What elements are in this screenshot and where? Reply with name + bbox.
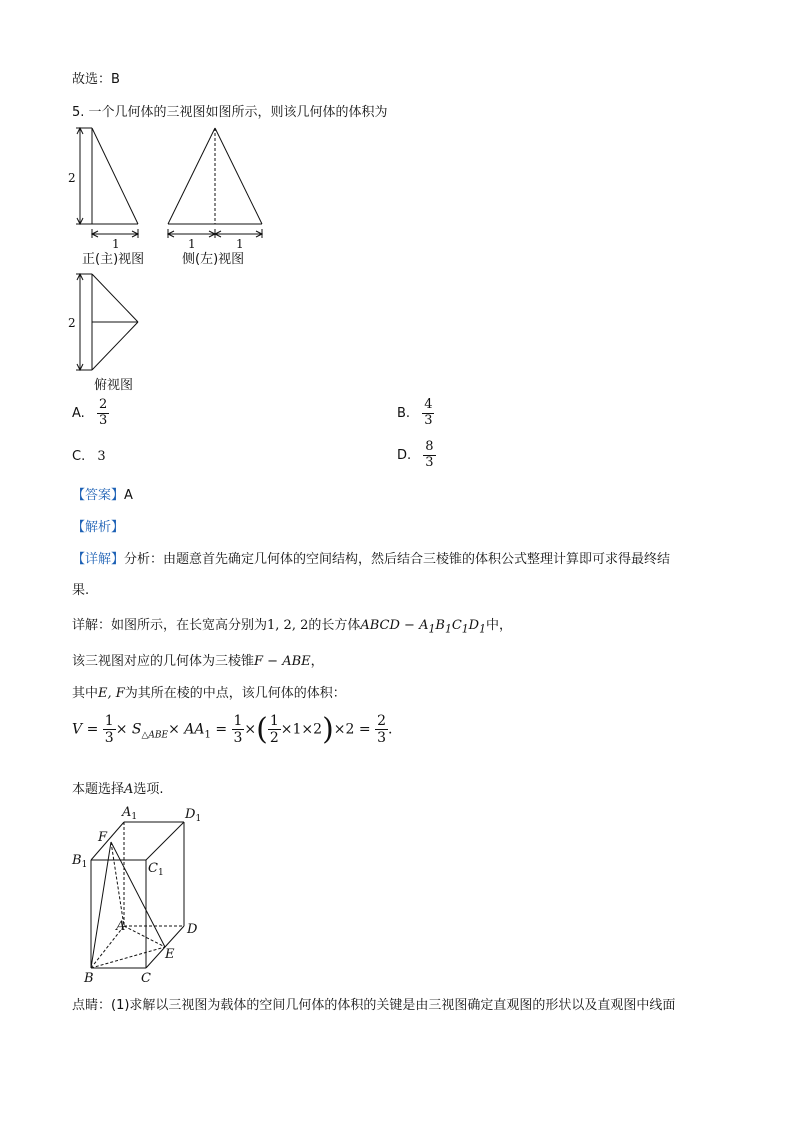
question-text: 一个几何体的三视图如图所示，则该几何体的体积为 <box>88 105 388 120</box>
option-b-fraction <box>422 398 434 429</box>
box-sub-4: 1 <box>479 622 486 636</box>
top-height-label: 2 <box>68 316 76 330</box>
frac-1-num: 1 <box>104 712 114 729</box>
paren-close: ) <box>322 712 334 747</box>
top-view-label: 俯视图 <box>94 378 134 393</box>
formula-s: × S <box>115 721 142 738</box>
box-sub-3: 1 <box>461 622 469 636</box>
detail-line-1 <box>72 548 670 567</box>
option-d-num: 8 <box>425 439 434 454</box>
paren-open: ( <box>256 712 268 747</box>
question-line <box>72 101 388 120</box>
detail-4b: 为其所在棱的中点，该几何体的体积： <box>124 686 346 701</box>
option-b-den: 3 <box>424 412 433 428</box>
option-b <box>397 398 434 429</box>
formula-inner: ×1×2 <box>280 721 323 738</box>
comment-line: 点睛：(1)求解以三视图为载体的空间几何体的体积的关键是由三视图确定直观图的形状以及直观图中线面 <box>72 998 676 1013</box>
midpoints: E, F <box>98 686 125 701</box>
frac-2-num: 1 <box>233 712 243 729</box>
formula-outer: ×2 = <box>333 721 371 738</box>
side-view-label: 侧(左)视图 <box>182 252 245 267</box>
prev-answer: 故选：B <box>72 72 120 87</box>
frac-3-den: 2 <box>269 730 279 746</box>
label-a: A <box>116 919 126 934</box>
box-figure <box>66 800 216 986</box>
detail-3a: 该三视图对应的几何体为三棱锥 <box>72 654 255 669</box>
option-b-num: 4 <box>424 397 433 412</box>
option-c-label: C. <box>72 449 86 464</box>
front-width-label: 1 <box>112 237 120 251</box>
detail-2b: 的长方体 <box>308 618 361 633</box>
answer-line <box>72 484 133 503</box>
option-a-den: 3 <box>98 412 108 428</box>
answer-value: A <box>124 488 133 503</box>
front-view-label: 正(主)视图 <box>82 252 145 267</box>
front-height-label: 2 <box>68 171 76 185</box>
formula-times: × <box>244 721 257 738</box>
label-b1: $B_1$ <box>72 853 88 870</box>
box-name-1: ABCD − A <box>360 618 429 633</box>
side-view-edge <box>215 128 262 224</box>
detail-line-1b: 果. <box>72 583 90 598</box>
front-view-edge <box>92 128 138 224</box>
top-view-edge <box>92 274 138 322</box>
detail-4a: 其中 <box>72 686 99 701</box>
detail-dims: 1, 2, 2 <box>267 618 309 633</box>
frac-4-den: 3 <box>377 730 386 746</box>
label-e: E <box>165 947 175 962</box>
detail-line-2 <box>72 614 512 636</box>
question-number: 5. <box>72 105 85 120</box>
formula-frac-2 <box>232 713 245 746</box>
formula-aa: × AA <box>168 721 205 738</box>
label-d1: $D_1$ <box>185 807 202 824</box>
formula-s-sub: △ABE <box>141 730 169 741</box>
box-sub-1: 1 <box>428 622 436 636</box>
option-d-fraction <box>423 440 435 471</box>
detail-2c: 中， <box>486 618 513 633</box>
option-d <box>397 440 436 471</box>
pyramid-name: F − ABE <box>254 654 311 669</box>
side-view-edge <box>168 128 215 224</box>
detail-2a: 详解：如图所示，在长宽高分别为 <box>72 618 268 633</box>
formula-frac-4 <box>375 713 388 746</box>
formula-eq: = <box>86 721 99 738</box>
formula-frac-3 <box>268 713 281 746</box>
formula-aa-sub: 1 <box>204 729 211 741</box>
frac-1-den: 3 <box>104 730 114 746</box>
option-a-label: A. <box>72 405 85 421</box>
detail-5b: 选项. <box>133 782 164 797</box>
top-view-edge <box>92 322 138 370</box>
formula-end: . <box>388 721 393 738</box>
detail-5a: 本题选择 <box>72 782 125 797</box>
detail-line-5 <box>72 778 164 797</box>
label-d: D <box>187 922 198 937</box>
detail-3b: ， <box>310 654 324 669</box>
frac-2-den: 3 <box>233 730 243 746</box>
option-c-value: 3 <box>97 449 106 464</box>
box-name-4: D <box>468 618 480 633</box>
option-d-den: 3 <box>425 454 434 470</box>
label-f: F <box>98 830 108 845</box>
edge-b1a1 <box>91 822 124 860</box>
formula-eq2: = <box>215 721 228 738</box>
option-a <box>72 398 109 429</box>
detail-line-4 <box>72 682 346 701</box>
side-width-label-right: 1 <box>236 237 244 251</box>
edge-c1d1 <box>146 822 184 860</box>
option-a-num: 2 <box>98 397 108 412</box>
volume-formula <box>72 712 392 747</box>
frac-4-num: 2 <box>377 712 386 729</box>
hidden-edge-be <box>91 947 165 968</box>
detail-tag: 【详解】 <box>72 552 125 567</box>
label-a1: $A_1$ <box>122 805 138 822</box>
detail-5-opt: A <box>124 782 134 797</box>
detail-text-1: 分析：由题意首先确定几何体的空间结构，然后结合三棱锥的体积公式整理计算即可求得最终结 <box>124 552 671 567</box>
side-width-label-left: 1 <box>188 237 196 251</box>
option-b-label: B. <box>397 405 411 421</box>
label-c1: $C_1$ <box>148 861 164 878</box>
detail-line-3 <box>72 650 324 669</box>
option-c <box>72 449 106 464</box>
box-name-3: C <box>451 618 462 633</box>
analysis-tag: 【解析】 <box>72 520 125 535</box>
label-c: C <box>141 971 151 986</box>
box-name-2: B <box>435 618 445 633</box>
edge-fb <box>91 842 111 968</box>
frac-3-num: 1 <box>269 712 279 729</box>
option-d-label: D. <box>397 447 412 463</box>
answer-tag: 【答案】 <box>72 488 125 503</box>
formula-frac-1 <box>103 713 116 746</box>
box-name <box>360 618 486 636</box>
formula-v: V <box>72 721 83 738</box>
hidden-edge-ae <box>124 926 165 947</box>
box-sub-2: 1 <box>444 622 452 636</box>
option-a-fraction <box>97 398 109 429</box>
label-b: B <box>84 971 94 986</box>
